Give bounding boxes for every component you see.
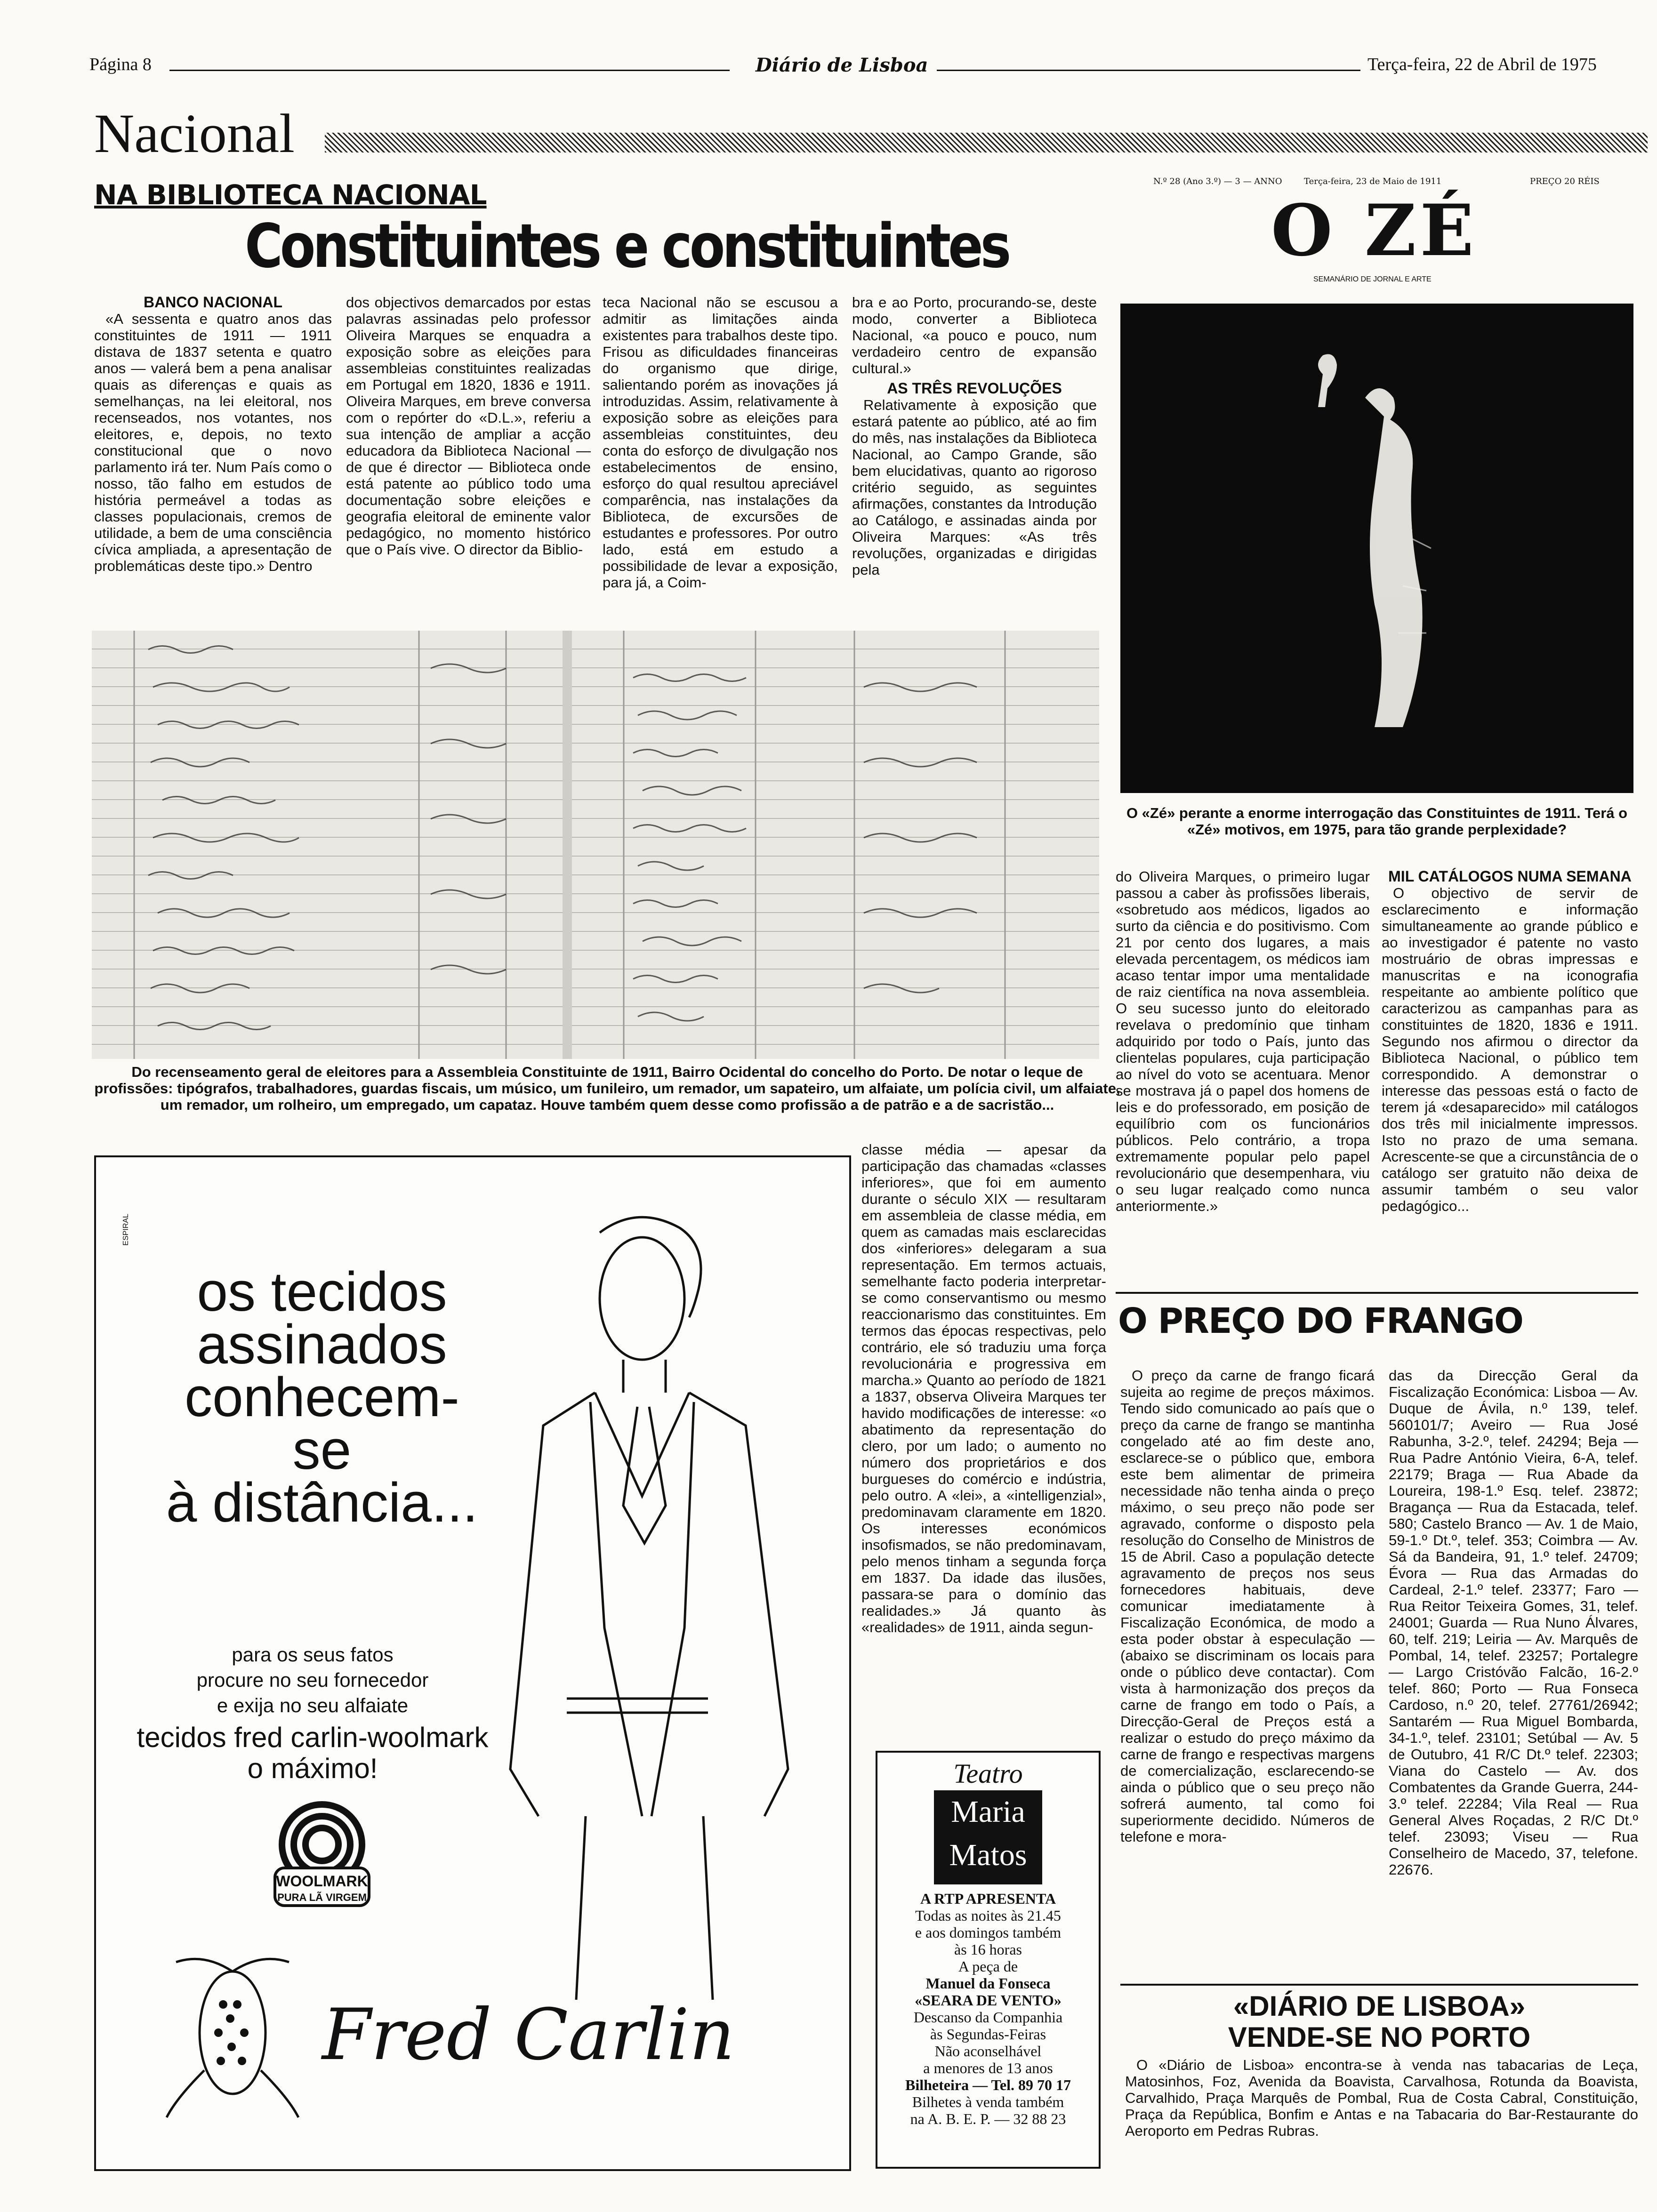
theatre-line-14: na A. B. E. P. — 32 88 23 bbox=[910, 2110, 1066, 2127]
article-headline: Constituintes e constituintes bbox=[245, 211, 1009, 281]
frango-col-1-text: O preço da carne de frango ficará sujeita ao regime de preços máximos. Tendo sido comunicado ao país que o preço da carne de frango se mantinha congelado até ao fim deste ano, esclarece-se o público que, embora este bem alimentar de primeira necessidade não tenha ainda o preço máximo, o seu preço não pode ser agravado, conforme o disposto pela resolução do Conselho de Ministros de 15 de Abril. Caso a população detecte agravamento de preços nos seus fornecedores habituais, deve comunicar imediatamente à Fiscalização Económica, de modo a esta poder obstar à especulação — (abaixo se discriminam os locais para onde o público deve contactar). Com vista à harmonização dos preços da carne de frango em todo o País, a Direcção-Geral de Preços está a realizar o estudo do preço máximo da carne de frango e respectivas margens de comercialização, esclarecendo-se ainda o público que o seu preço não sofrerá aumento, tal como foi superiormente decidido. Números de telefone e mora- bbox=[1120, 1367, 1375, 1845]
page-number: Página 8 bbox=[89, 55, 152, 74]
subhead-tres-revolucoes: AS TRÊS REVOLUÇÕES bbox=[887, 380, 1062, 397]
ze-cutting bbox=[1116, 172, 1638, 800]
frango-headline: O PREÇO DO FRANGO bbox=[1118, 1301, 1523, 1341]
article-col-5-text: classe média — apesar da participação das chamadas «classes inferiores», que foi em aumento durante o século XIX — resultaram em assembleia de classe média, em quem as camadas mais esclarecidas dos «inferiores» delegaram a sua representação. Em termos actuais, semelhante facto poderia interpretar-se como conservantismo ou mesmo reaccionarismo das constituintes. Em termos das épocas respectivas, pelo contrário, ele só traduziu uma força revolucionária e progressiva em marcha.» Quanto ao período de 1821 a 1837, observa Oliveira Marques ter havido modificações de interesse: «o abatimento da representação do clero, por um lado; o aumento no número dos proprietários e dos burgueses do comércio e indústria, pelo outro. A «lei», a «intelligenzial», predominavam claramente em 1820. Os interesses económicos insofismados, se não predominavam, pelo menos tinham a segunda força em 1837. Da idade das ilusões, passara-se para o domínio das realidades.» Já quanto às «realidades» de 1911, ainda segun- bbox=[861, 1141, 1106, 1635]
fred-carlin-ad bbox=[94, 1155, 851, 2171]
ze-line-left: N.º 28 (Ano 3.º) — 3 — ANNO bbox=[1153, 176, 1282, 186]
theatre-details bbox=[877, 1890, 1099, 2127]
section-hatch-rule bbox=[325, 133, 1648, 152]
ze-line-right: PREÇO 20 RÉIS bbox=[1530, 176, 1600, 186]
theatre-line-2: Todas as noites às 21.45 bbox=[915, 1907, 1061, 1924]
article-col-6 bbox=[1116, 868, 1370, 1214]
frango-col-1 bbox=[1120, 1367, 1375, 1845]
theatre-line-10: Não aconselhável bbox=[934, 2043, 1042, 2060]
theatre-line-1: A RTP APRESENTA bbox=[920, 1890, 1056, 1907]
theatre-name-2: Maria Matos bbox=[934, 1790, 1042, 1884]
theatre-name-1: Teatro bbox=[953, 1758, 1023, 1789]
theatre-line-8: Descanso da Companhia bbox=[913, 2009, 1063, 2026]
article-col-3-text: teca Nacional não se escusou a admitir as limitações ainda existentes para trabalhos deste tipo. Frisou as dificuldades financeiras do organismo que dirige, salientando porém as inovações já introduzidas. Assim, relativamente à exposição sobre as eleições para assembleias constituintes, deu conta do esforço de divulgação nos estabelecimentos de ensino, esforço do qual resultou apreciável comparência, nas instalações da Biblioteca, de excursões de estudantes e professores. Por outro lado, está em estudo a possibilidade de levar a exposição, para já, a Coim- bbox=[603, 294, 838, 591]
theatre-line-9: às Segundas-Feiras bbox=[930, 2026, 1046, 2043]
article-col-4-text: bra e ao Porto, procurando-se, deste modo, converter a Biblioteca Nacional, «a pouco e pouco, num verdadeiro centro de expansão cultural.» bbox=[852, 294, 1097, 377]
article-col-7 bbox=[1382, 868, 1638, 1214]
corn-cob-illustration bbox=[162, 1953, 303, 2122]
porto-headline-2: VENDE-SE NO PORTO bbox=[1228, 2021, 1531, 2053]
article-col-1-text: «A sessenta e quatro anos das constituintes de 1911 — 1911 distava de 1837 setenta e quatro anos — valerá bem a pena analisar quais as diferenças e quais as semelhanças, na lei eleitoral, nos recenseados, nos votantes, nos eleitores, e, depois, no texto constitucional que o novo parlamento irá ter. Num País como o nosso, tão falho em estudos de história permeável a todas as classes populacionais, cremos de utilidade, a bem de uma consciência cívica ampliada, a apresentação de problemáticas deste tipo.» Dentro bbox=[94, 311, 332, 574]
article-col-4-text2: Relativamente à exposição que estará patente ao público, até ao fim do mês, nas instalações da Biblioteca Nacional, ao Campo Grande, são bem elucidativas, quanto ao rigoroso critério seguido, as seguintes afirmações, constantes da Introdução ao Catálogo, e assinadas ainda por Oliveira Marques: «As três revoluções, organizadas e dirigidas pela bbox=[852, 397, 1097, 578]
article-col-2-text: dos objectivos demarcados por estas palavras assinadas pelo professor Oliveira Marques se enquadra a exposição sobre as eleições para assembleias constituintes realizadas em Portugal em 1820, 1836 e 1911. Oliveira Marques, em breve conversa com o repórter do «D.L.», referiu a sua intenção de ampliar a acção educadora da Biblioteca Nacional — de que é director — Biblioteca onde está patente ao público todo uma documentação sobre eleições e geografia eleitoral de eminente valor pedagógico, no momento histórico que o País vive. O director da Biblio- bbox=[346, 294, 591, 558]
ad-small-2: procure no seu fornecedor bbox=[196, 1669, 429, 1691]
article-col-2 bbox=[346, 294, 591, 558]
theatre-line-11: a menores de 13 anos bbox=[923, 2060, 1053, 2076]
woolmark-sub: PURA LÃ VIRGEM bbox=[277, 1891, 367, 1903]
subhead-banco-nacional: BANCO NACIONAL bbox=[143, 294, 283, 311]
article-col-4 bbox=[852, 294, 1097, 578]
theatre-line-13: Bilhetes à venda também bbox=[912, 2093, 1064, 2110]
ad-credit: ESPIRAL bbox=[122, 1214, 130, 1246]
electoral-register-photo bbox=[92, 631, 1099, 1059]
ad-small-3: e exija no seu alfaiate bbox=[217, 1694, 409, 1716]
paper-name: Diário de Lisboa bbox=[756, 54, 928, 76]
article-col-3 bbox=[603, 294, 838, 591]
ze-subtitle: SEMANÁRIO DE JORNAL E ARTE bbox=[1313, 275, 1432, 283]
register-ledger-drawing bbox=[92, 631, 1099, 1059]
ad-small-1: para os seus fatos bbox=[232, 1643, 394, 1666]
article-col-7-text: O objectivo de servir de esclarecimento e informação simultaneamente ao grande público e ao investigador é patente no vasto mostruário de obras impressas e manuscritas e na iconografia respeitante ao ambiente político que caracterizou as campanhas para as constituintes de 1820, 1836 e 1911. Segundo nos afirmou o director da Biblioteca Nacional, o público tem correspondido. A demonstrar o interesse das pessoas está o facto de terem já «desaparecido» mil catálogos dos três mil inicialmente impressos. Isto no prazo de uma semana. Acrescente-se que a circunstância de o catálogo ser gratuito não deixa de assumir também o seu valor pedagógico... bbox=[1382, 885, 1638, 1214]
theatre-line-4: às 16 horas bbox=[954, 1941, 1022, 1958]
ze-illustration bbox=[1120, 304, 1633, 793]
issue-date: Terça-feira, 22 de Abril de 1975 bbox=[1367, 55, 1597, 74]
theatre-line-6: Manuel da Fonseca bbox=[925, 1975, 1051, 1992]
ze-line-mid: Terça-feira, 23 de Maio de 1911 bbox=[1304, 176, 1442, 186]
ad-slogan bbox=[157, 1261, 487, 1534]
ad-smalltext bbox=[153, 1642, 473, 1718]
subhead-mil-catalogos: MIL CATÁLOGOS NUMA SEMANA bbox=[1388, 868, 1632, 885]
porto-notice bbox=[1125, 2057, 1638, 2139]
ad-brand bbox=[134, 1722, 491, 1784]
ze-caption: O «Zé» perante a enorme interrogação das Constituintes de 1911. Terá o «Zé» motivos, em 1975, para tão grande perplexidade? bbox=[1126, 805, 1628, 838]
porto-notice-text: O «Diário de Lisboa» encontra-se à venda nas tabacarias de Leça, Matosinhos, Foz, Avenida da Boavista, Carvalhosa, Rotunda da Boavista, Carvalhido, Praça Marquês de Pombal, Rua de Costa Cabral, Constituição, Praça da República, Bonfim e Antas e na Tabacaria do Bar-Restaurante do Aeroporto em Pedras Rubras. bbox=[1125, 2057, 1638, 2139]
theatre-line-12: Bilheteira — Tel. 89 70 17 bbox=[905, 2076, 1071, 2093]
ze-figure-drawing bbox=[1120, 304, 1633, 793]
article-kicker: NA BIBLIOTECA NACIONAL bbox=[94, 179, 487, 211]
porto-headline-1: «DIÁRIO DE LISBOA» bbox=[1233, 1990, 1526, 2022]
teatro-maria-matos-ad bbox=[876, 1751, 1101, 2169]
register-caption: Do recenseamento geral de eleitores para a Assembleia Constituinte de 1911, Bairro Ocidental do concelho do Porto. De notar o leque de profissões: tipógrafos, trabalhadores, guardas fiscais, um músico, um funileiro, um remador, um sapateiro, um alfaiate, um polícia civil, um alfaiate, um remador, um rolheiro, um empregado, um capataz. Houve também quem desse como profissão a de patrão e a de sacristão... bbox=[94, 1064, 1120, 1113]
frango-col-2 bbox=[1389, 1367, 1638, 1878]
article-col-6-text: do Oliveira Marques, o primeiro lugar passou a caber às profissões liberais, «sobretudo aos médicos, ligados ao surto da ciência e do positivismo. Com 21 por cento dos lugares, a mais elevada percentagem, os médicos iam acaso tentar impor uma mentalidade de raiz científica na nova assembleia. O seu sucesso junto do eleitorado revelava o predomínio que tinham adquirido por todo o País, junto das clientelas populares, cuja participação ao nível do voto se acentuara. Menor se mostrava já o papel dos homens de leis e do professorado, em posição de equilíbrio com os funcionários públicos. Pelo contrário, a tropa extremamente popular pelo papel revolucionário que desempenhara, viu o seu lugar realçado como nunca anteriormente.» bbox=[1116, 868, 1370, 1214]
theatre-line-7: «SEARA DE VENTO» bbox=[915, 1992, 1062, 2009]
masthead-rule-right bbox=[937, 70, 1360, 71]
theatre-line-5: A peça de bbox=[958, 1958, 1018, 1975]
ad-slogan-line-2: assinados bbox=[197, 1314, 447, 1376]
section-title: Nacional bbox=[94, 103, 295, 164]
ze-title: O ZÉ bbox=[1271, 189, 1478, 272]
porto-headline bbox=[1120, 1991, 1638, 2053]
woolmark-label: WOOLMARK bbox=[276, 1873, 368, 1890]
ad-slogan-line-4: à distância... bbox=[166, 1472, 478, 1534]
ad-slogan-line-1: os tecidos bbox=[197, 1261, 447, 1323]
ad-slogan-line-3: conhecem-se bbox=[185, 1366, 459, 1481]
article-col-1 bbox=[94, 294, 332, 574]
fred-carlin-signature: Fred Carlin bbox=[322, 1994, 735, 2076]
frango-top-rule bbox=[1116, 1292, 1638, 1294]
man-in-suit-illustration bbox=[482, 1204, 840, 2004]
ad-brand-1: tecidos fred carlin-woolmark bbox=[137, 1722, 489, 1753]
frango-col-2-text: das da Direcção Geral da Fiscalização Económica: Lisboa — Av. Duque de Ávila, n.º 139, telef. 560101/7; Aveiro — Rua José Rabunha, 3-2.º, telef. 24294; Beja — Rua Padre António Vieira, 6-A, telef. 22179; Braga — Rua Abade da Loureira, 198-1.º Esq. telef. 23872; Bragança — Rua da Estacada, telef. 580; Castelo Branco — Av. 1 de Maio, 59-1.º Dt.º, telef. 353; Coimbra — Av. Sá da Bandeira, 91, 1.º telef. 24709; Évora — Rua das Armadas do Cardeal, 2-1.º telef. 23377; Faro — Rua Reitor Teixeira Gomes, 31, telef. 24001; Guarda — Rua Nuno Álvares, 60, telf. 219; Leiria — Av. Marquês de Pombal, 14, telef. 23257; Portalegre — Largo Cristóvão Falcão, 16-2.º telef. 860; Porto — Rua Fonseca Cardoso, n.º 20, telef. 27761/26942; Santarém — Rua Miguel Bombarda, 34-1.º, telef. 23101; Setúbal — Av. 5 de Outubro, 41 R/C Dt.º telef. 22303; Viana do Castelo — Av. dos Combatentes da Grande Guerra, 244-3.º telef. 22284; Vila Real — Rua General Alves Roçadas, 2 R/C Dt.º telef. 23093; Viseu — Rua Conselheiro de Macedo, 37, telefone. 22676. bbox=[1389, 1367, 1638, 1878]
masthead-rule-left bbox=[169, 70, 730, 71]
porto-top-rule bbox=[1120, 1984, 1638, 1986]
theatre-line-3: e aos domingos também bbox=[915, 1924, 1062, 1941]
article-col-5 bbox=[861, 1141, 1106, 1635]
ad-brand-2: o máximo! bbox=[247, 1753, 378, 1784]
